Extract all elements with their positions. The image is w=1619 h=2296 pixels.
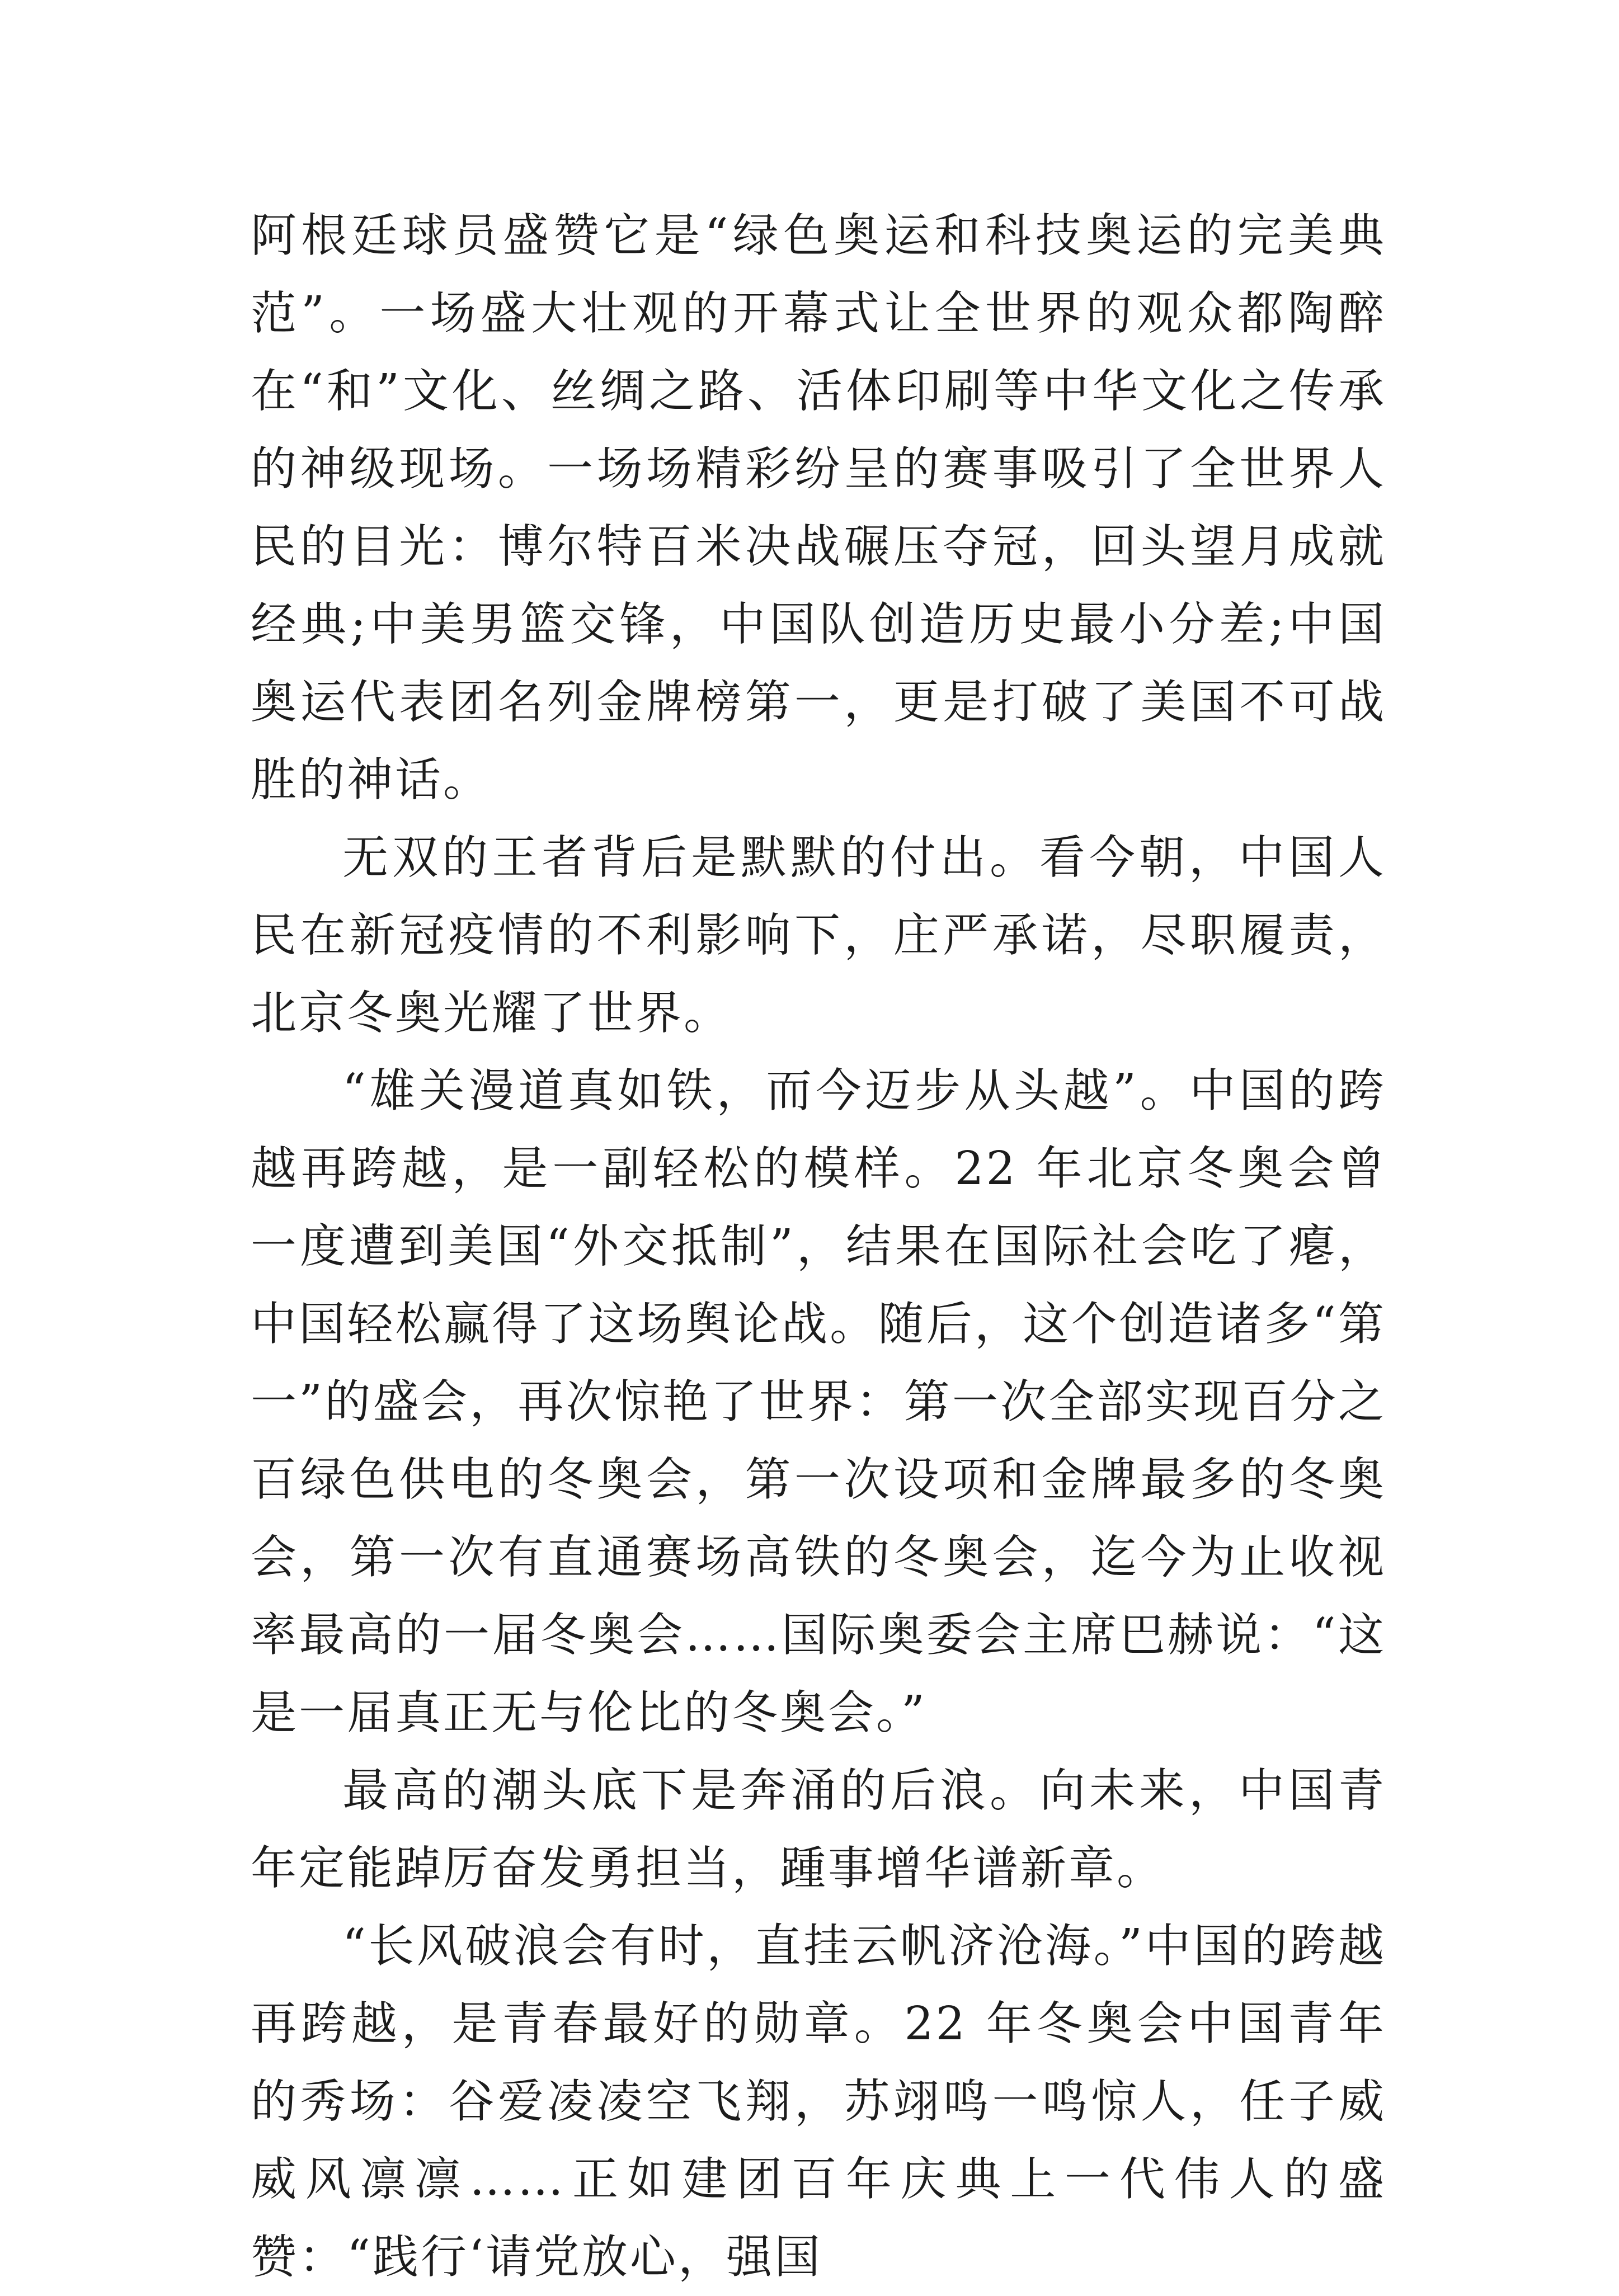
paragraph-1: 阿根廷球员盛赞它是“绿色奥运和科技奥运的完美典范”。一场盛大壮观的开幕式让全世界的观众都陶醉在“和”文化、丝绸之路、活体印刷等中华文化之传承的神级现场。一场场精彩纷呈的赛事吸引了全世界人民的目光：博尔特百米决战碾压夺冠，回头望月成就经典;中美男篮交锋，中国队创造历史最小分差;中国奥运代表团名列金牌榜第一，更是打破了美国不可战胜的神话。 xyxy=(251,209,1386,807)
paragraph-2: 无双的王者背后是默默的付出。看今朝，中国人民在新冠疫情的不利影响下，庄严承诺，尽职履责，北京冬奥光耀了世界。 xyxy=(251,831,1386,1040)
paragraph-4: 最高的潮头底下是奔涌的后浪。向未来，中国青年定能踔厉奋发勇担当，踵事增华谱新章。 xyxy=(251,1764,1386,1895)
document-body xyxy=(251,197,1386,2296)
paragraph-5: “长风破浪会有时，直挂云帆济沧海。”中国的跨越再跨越，是青春最好的勋章。22 年冬奥会中国青年的秀场：谷爱凌凌空飞翔，苏翊鸣一鸣惊人，任子威威风凛凛……正如建团百年庆典上一代伟人的盛赞：“践行‘请党放心，强国 xyxy=(251,1920,1386,2284)
paragraph-3: “雄关漫道真如铁，而今迈步从头越”。中国的跨越再跨越，是一副轻松的模样。22 年北京冬奥会曾一度遭到美国“外交抵制”，结果在国际社会吃了瘪，中国轻松赢得了这场舆论战。随后，这个创造诸多“第一”的盛会，再次惊艳了世界：第一次全部实现百分之百绿色供电的冬奥会，第一次设项和金牌最多的冬奥会，第一次有直通赛场高铁的冬奥会，迄今为止收视率最高的一届冬奥会……国际奥委会主席巴赫说：“这是一届真正无与伦比的冬奥会。” xyxy=(251,1064,1386,1739)
